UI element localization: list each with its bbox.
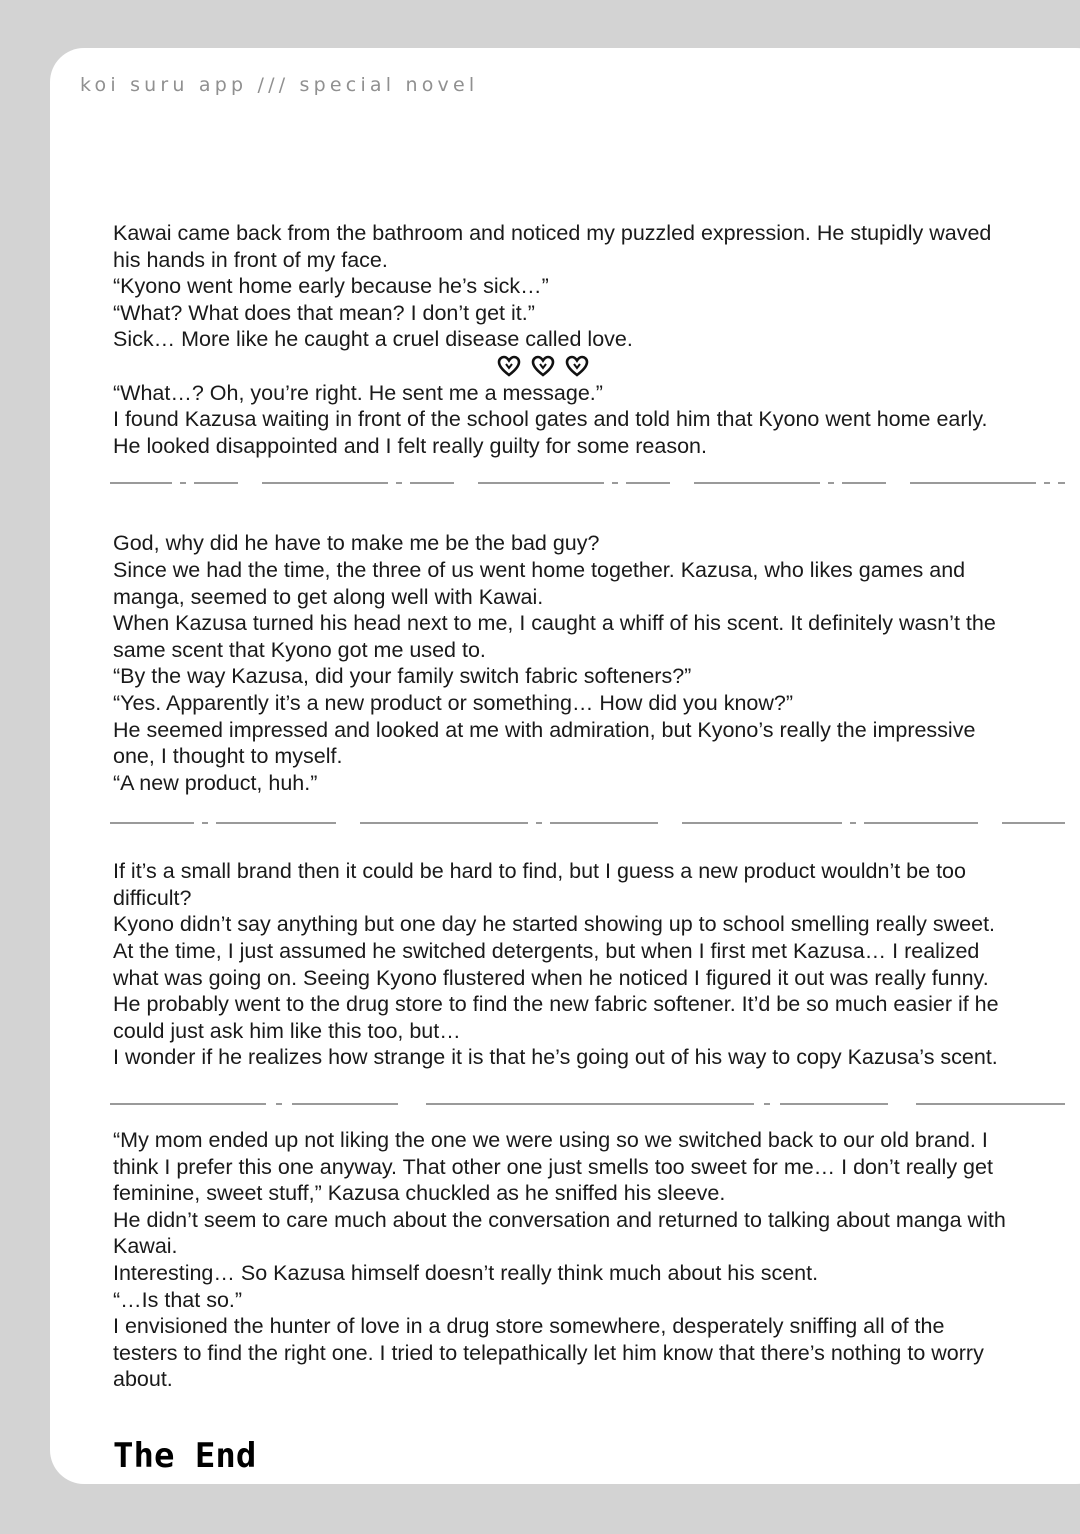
paragraph: Since we had the time, the three of us went home together. Kazusa, who likes games and manga, seemed to get along well with Kawai. xyxy=(113,557,966,609)
paragraph: “Yes. Apparently it’s a new product or something… How did you know?” xyxy=(113,690,794,715)
paragraph: “What…? Oh, you’re right. He sent me a message.” xyxy=(113,380,603,405)
section-divider xyxy=(110,480,1075,482)
paragraph: When Kazusa turned his head next to me, I caught a whiff of his scent. It definitely wasn’t the same scent that Kyono got me used to. xyxy=(113,611,996,662)
story-body xyxy=(113,220,1013,1393)
paragraph: He seemed impressed and looked at me with admiration, but Kyono’s really the impressive one, I thought to myself. xyxy=(113,717,976,769)
heart-icon xyxy=(497,355,521,377)
section-divider xyxy=(110,820,1075,822)
novel-page xyxy=(50,48,1080,1484)
paragraph: “My mom ended up not liking the one we were using so we switched back to our old brand. I think I prefer this one anyway. That other one just smells too sweet for me… I don’t really get feminine, sweet stuff,” Kazusa chuckled as he sniffed his sleeve. xyxy=(113,1128,993,1206)
heart-icon xyxy=(565,355,589,377)
paragraph: “By the way Kazusa, did your family switch fabric softeners?” xyxy=(113,664,692,689)
paragraph: Sick… More like he caught a cruel disease called love. xyxy=(113,327,633,352)
paragraph: “…Is that so.” xyxy=(113,1287,243,1312)
story-section-1 xyxy=(113,220,1013,459)
paragraph: He didn’t seem to care much about the conversation and returned to talking about manga with Kawai. xyxy=(113,1207,1006,1259)
paragraph: Kyono didn’t say anything but one day he started showing up to school smelling really sweet. At the time, I just assumed he switched detergents, but when I first met Kazusa… I realized what was going on. Seeing Kyono flustered when he noticed I figured it out was really funny. xyxy=(113,912,996,990)
paragraph: Interesting… So Kazusa himself doesn’t really think much about his scent. xyxy=(113,1261,819,1285)
series-header: koi suru app /// special novel xyxy=(80,74,479,96)
story-section-3 xyxy=(113,858,1013,1071)
paragraph: “What? What does that mean? I don’t get it.” xyxy=(113,300,535,325)
paragraph: “Kyono went home early because he’s sick…” xyxy=(113,274,549,299)
paragraph: I found Kazusa waiting in front of the school gates and told him that Kyono went home early. He looked disappointed and I felt really guilty for some reason. xyxy=(113,407,988,458)
paragraph: He probably went to the drug store to find the new fabric softener. It’d be so much easier if he could just ask him like this too, but… xyxy=(113,992,999,1043)
section-divider xyxy=(110,1101,1075,1103)
story-section-4 xyxy=(113,1127,1013,1393)
paragraph: I wonder if he realizes how strange it is that he’s going out of his way to copy Kazusa’s scent. xyxy=(113,1045,998,1070)
the-end-mark: The End xyxy=(113,1436,257,1476)
paragraph: God, why did he have to make me be the bad guy? xyxy=(113,531,600,556)
paragraph: Kawai came back from the bathroom and noticed my puzzled expression. He stupidly waved his hands in front of my face. xyxy=(113,221,992,272)
paragraph: I envisioned the hunter of love in a drug store somewhere, desperately sniffing all of the testers to find the right one. I tried to telepathically let him know that there’s nothing to worry about. xyxy=(113,1314,984,1392)
heart-icon xyxy=(531,355,555,377)
hearts-ornament xyxy=(113,353,1013,380)
story-section-2 xyxy=(113,530,1013,796)
paragraph: “A new product, huh.” xyxy=(113,770,318,795)
paragraph: If it’s a small brand then it could be hard to find, but I guess a new product wouldn’t be too difficult? xyxy=(113,859,966,910)
